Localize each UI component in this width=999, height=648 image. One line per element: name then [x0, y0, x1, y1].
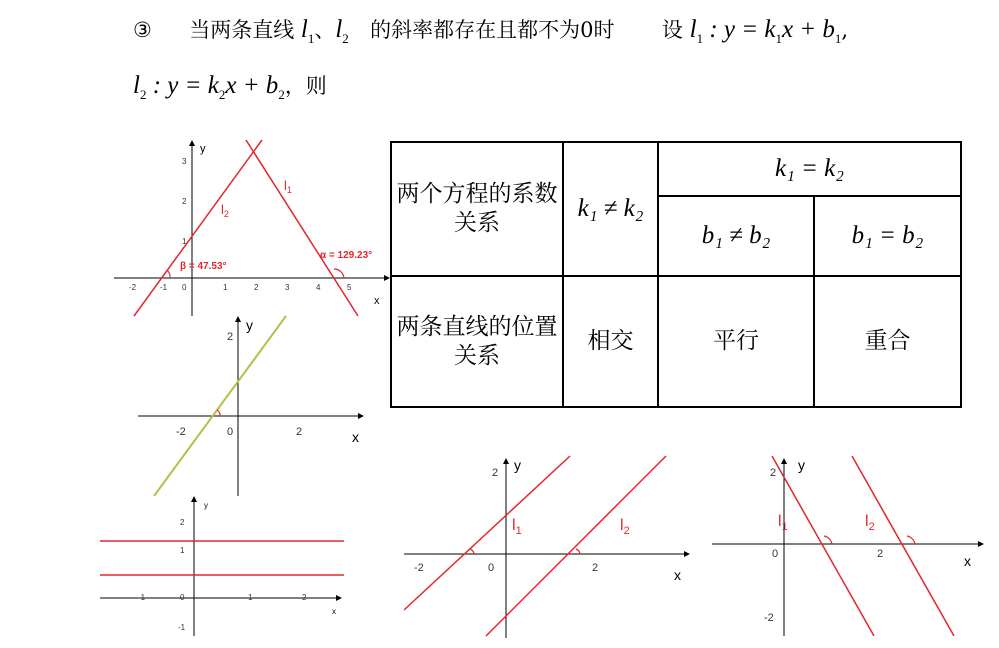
x-tick-label: 0 [488, 562, 495, 574]
y-tick-label: 2 [180, 518, 185, 527]
y-axis-label: y [204, 501, 208, 510]
angle-arc [217, 410, 220, 416]
x-axis-arrow [978, 541, 984, 547]
y-tick-label: 2 [227, 331, 234, 343]
y-tick-label: -2 [764, 612, 774, 624]
label-l1: $l_1$ [512, 517, 522, 537]
x-tick-label: 2 [592, 562, 599, 574]
condition-line [133, 14, 848, 47]
x-tick-label: 5 [347, 283, 352, 292]
label-l2: $l_2$ [865, 513, 875, 533]
cell-coincide: 重合 [814, 276, 961, 407]
y-tick-label: 1 [182, 237, 187, 246]
x-tick-label: 1 [248, 593, 253, 602]
circled-number: ③ [133, 18, 152, 42]
y-tick-label: 2 [770, 467, 777, 479]
y-axis-arrow [503, 458, 509, 464]
x-tick-label: 0 [180, 593, 185, 602]
y-axis-label: y [798, 457, 805, 473]
x-tick-label: 2 [254, 283, 259, 292]
graph-parallel-positive [404, 454, 694, 638]
condition-text: 当两条直线 [189, 18, 295, 42]
line-l1 [404, 456, 570, 610]
x-axis-label: x [332, 607, 336, 616]
separator: 、 [314, 18, 336, 42]
label-l1: $l_1$ [778, 513, 788, 533]
label-l1: $l_1$ [284, 178, 292, 195]
x-tick-label: 0 [772, 548, 779, 560]
line [154, 316, 286, 496]
x-tick-label: -1 [138, 593, 146, 602]
x-tick-label: -1 [160, 283, 168, 292]
line-l2 [134, 140, 262, 316]
y-axis-label: y [246, 317, 253, 333]
row-coefficient-label: 两个方程的系数关系 [391, 142, 563, 276]
line-l2-symbol: $l_2$ [335, 16, 349, 46]
y-axis-arrow [189, 140, 195, 146]
graph-single-line [136, 314, 370, 496]
y-axis-label: y [514, 457, 521, 473]
cell-parallel: 平行 [658, 276, 814, 407]
angle-arc-l2 [907, 536, 915, 544]
y-tick-label: 2 [492, 467, 499, 479]
equation-l2: $l_2$ : $y = k_2x + b_2$ [133, 72, 285, 102]
y-tick-label: 1 [180, 546, 185, 555]
x-tick-label: -2 [176, 426, 186, 438]
graph-parallel-negative [712, 454, 990, 636]
x-axis-arrow [336, 595, 342, 601]
y-tick-label: 2 [182, 197, 187, 206]
comma: , [841, 18, 849, 42]
x-tick-label: 2 [877, 548, 884, 560]
label-l2: $l_2$ [620, 517, 630, 537]
y-tick-label: 3 [182, 157, 187, 166]
graph-horizontal-lines [98, 494, 348, 636]
line-l2 [852, 456, 954, 636]
angle-alpha-label: α = 129.23° [320, 250, 373, 261]
y-axis-arrow [781, 458, 787, 464]
angle-alpha-arc [334, 269, 344, 278]
x-tick-label: 3 [285, 283, 290, 292]
x-tick-label: 1 [223, 283, 228, 292]
line-l2 [486, 456, 666, 636]
cell-intersect: 相交 [563, 276, 658, 407]
line-l1 [246, 140, 358, 316]
y-tick-label: -1 [178, 623, 186, 632]
x-axis-arrow [358, 413, 364, 419]
x-tick-label: 0 [182, 283, 187, 292]
x-tick-label: -2 [129, 283, 137, 292]
x-axis-arrow [384, 275, 390, 281]
condition-text-2: 的斜率都存在且都不为0时 [370, 18, 615, 42]
equation-line-2 [133, 70, 327, 103]
cell-b-equal: b₁ = b₂ [814, 196, 961, 276]
angle-arc-l1 [470, 549, 474, 554]
x-axis-label: x [674, 567, 681, 583]
label-l2: $l_2$ [221, 202, 229, 219]
angle-arc-l2 [576, 549, 580, 554]
angle-beta-arc [167, 270, 170, 278]
set-word: 设 [661, 18, 683, 42]
cell-k-not-equal: k₁ ≠ k₂ [563, 142, 658, 276]
x-axis-arrow [684, 551, 690, 557]
cell-k-equal: k₁ = k₂ [658, 142, 961, 196]
x-axis-label: x [352, 429, 359, 445]
x-tick-label: 0 [227, 426, 234, 438]
x-tick-label: 2 [302, 593, 307, 602]
row-position-label: 两条直线的位置关系 [391, 276, 563, 407]
graph-intersecting-angles [112, 138, 390, 318]
line-l1 [772, 456, 874, 636]
x-axis-label: x [374, 295, 380, 307]
x-tick-label: 4 [316, 283, 321, 292]
cell-b-not-equal: b₁ ≠ b₂ [658, 196, 814, 276]
x-tick-label: 2 [296, 426, 303, 438]
x-tick-label: -2 [414, 562, 424, 574]
equation-l1: $l_1$ : $y = k_1x + b_1$ [689, 16, 842, 46]
x-axis-label: x [964, 553, 971, 569]
angle-beta-label: β = 47.53° [180, 261, 227, 272]
line-l1-symbol: $l_1$ [300, 16, 315, 46]
y-axis-label: y [200, 143, 206, 155]
angle-arc-l1 [824, 536, 832, 544]
y-axis-arrow [235, 316, 241, 322]
y-axis-arrow [191, 496, 197, 502]
relationship-table [390, 141, 962, 408]
then-word: ，则 [284, 74, 327, 98]
